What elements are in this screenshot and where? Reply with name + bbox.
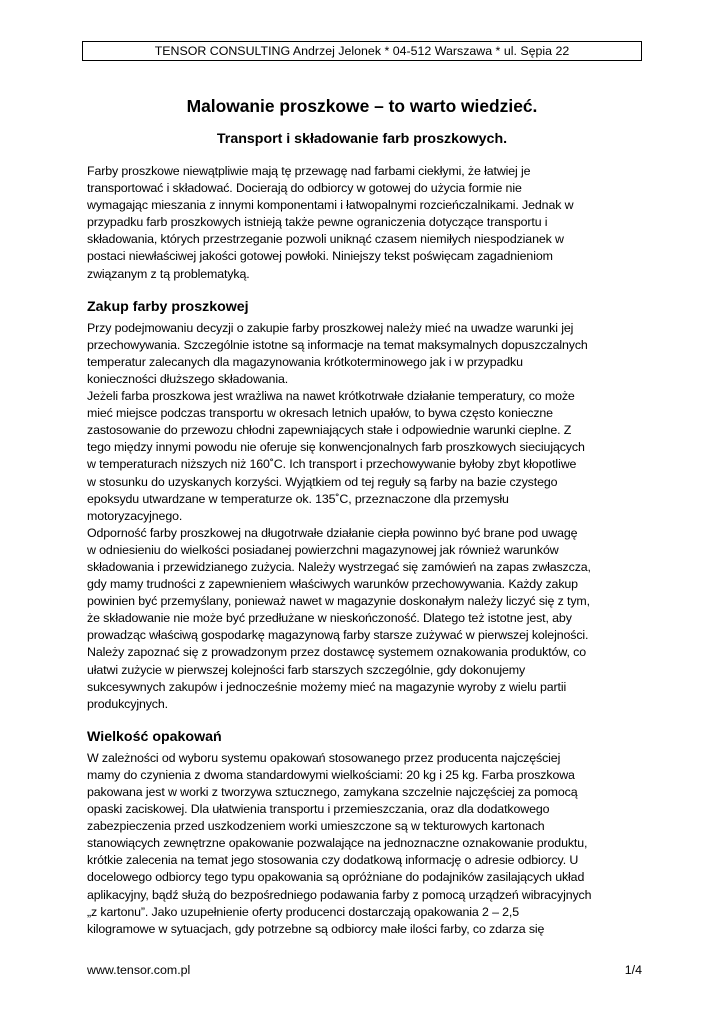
page-number: 1/4 xyxy=(624,963,642,977)
text-line: powinien być przemyślany, ponieważ nawet w magazynie doskonałym należy liczyć się z tym, xyxy=(87,594,590,609)
text-line: krótkie zalecenia na temat jego stosowania czy dodatkową informację o adresie odbiorcy. U xyxy=(87,853,579,868)
section-heading-wielkosc: Wielkość opakowań xyxy=(87,728,222,745)
text-line: Przy podejmowaniu decyzji o zakupie farby proszkowej należy mieć na uwadze warunki jej xyxy=(87,320,574,335)
text-line: związanym z tą problematyką. xyxy=(87,266,250,281)
intro-paragraph xyxy=(87,163,643,283)
text-line: ułatwi zużycie w pierwszej kolejności farb starszych szczególnie, gdy dokonujemy xyxy=(87,662,526,677)
text-line: tego między innymi powodu nie oferuje się konwencjonalnych farb proszkowych sieciujących xyxy=(87,440,585,455)
text-line: konieczności dłuższego składowania. xyxy=(87,371,289,386)
text-line: temperatur zalecanych dla magazynowania krótkoterminowego jak i w przypadku xyxy=(87,354,523,369)
section-body-zakup xyxy=(87,320,643,713)
text-line: opaski zaciskowej. Dla ułatwienia transportu i przemieszczania, oraz dla dodatkowego xyxy=(87,802,550,817)
text-line: składowania i przewidzianego zużycia. Należy wystrzegać się zamówień na zapas zwłaszcza, xyxy=(87,559,591,574)
text-line: sukcesywnych zakupów i jednocześnie możemy mieć na magazynie wyroby z wielu partii xyxy=(87,679,567,694)
text-line: mamy do czynienia z dwoma standardowymi wielkościami: 20 kg i 25 kg. Farba proszkowa xyxy=(87,767,575,782)
text-line: przypadku farb proszkowych istnieją także pewne ograniczenia dotyczące transportu i xyxy=(87,215,548,230)
text-line: przechowywania. Szczególnie istotne są informacje na temat maksymalnych dopuszczalnych xyxy=(87,337,588,352)
document-body xyxy=(87,163,643,938)
text-line: w stosunku do uzyskanych korzyści. Wyjątkiem od tej reguły są farby na bazie czystego xyxy=(87,474,558,489)
document-title: Malowanie proszkowe – to warto wiedzieć. xyxy=(186,96,538,116)
text-line: docelowego odbiorcy tego typu opakowania są opróżniane do podajników zasilających układ xyxy=(87,870,585,885)
text-line: prowadząc właściwą gospodarkę magazynową farby starsze zużywać w pierwszej kolejności. xyxy=(87,628,589,643)
text-line: Farby proszkowe niewątpliwie mają tę przewagę nad farbami ciekłymi, że łatwiej je xyxy=(87,164,531,178)
text-line: w odniesieniu do wielkości posiadanej powierzchni magazynowej jak również warunków xyxy=(87,542,559,557)
text-line: Odporność farby proszkowej na długotrwałe działanie ciepła powinno być brane pod uwagę xyxy=(87,525,578,540)
header-text: TENSOR CONSULTING Andrzej Jelonek * 04-512 Warszawa * ul. Sępia 22 xyxy=(154,44,570,58)
text-line: stanowiących zewnętrzne opakowanie pozwalające na jednoznaczne oznakowanie produktu, xyxy=(87,836,588,851)
page-header xyxy=(82,41,642,61)
text-line: wymagając mieszania z innymi komponentami i łatwopalnymi rozcieńczalnikami. Jednak w xyxy=(87,198,574,213)
text-line: mieć miejsce podczas transportu w okresach letnich upałów, to bywa często konieczne xyxy=(87,406,553,421)
text-line: aplikacyjny, bądź służą do bezpośredniego podawania farby z pomocą urządzeń wibracyjnych xyxy=(87,887,592,902)
footer-website-link[interactable]: www.tensor.com.pl xyxy=(87,963,191,977)
text-line: Jeżeli farba proszkowa jest wrażliwa na nawet krótkotrwałe działanie temperatury, co może xyxy=(87,389,575,404)
text-line: „z kartonu”. Jako uzupełnienie oferty producenci dostarczają opakowania 2 – 2,5 xyxy=(87,904,520,919)
text-line: Należy zapoznać się z prowadzonym przez dostawcę systemem oznakowania produktów, co xyxy=(87,645,586,660)
text-line: zastosowanie do przewozu chłodni zapewniających stałe i odpowiednie warunki cieplne. Z xyxy=(87,423,572,438)
text-line: gdy mamy trudności z zapewnieniem właściwych warunków przechowywania. Każdy zakup xyxy=(87,577,578,592)
document-subtitle: Transport i składowanie farb proszkowych. xyxy=(216,131,508,147)
text-line: pakowana jest w worki z tworzywa sztucznego, zamykana szczelnie najczęściej za pomocą xyxy=(87,785,578,799)
text-line: w temperaturach niższych niż 160˚C. Ich transport i przechowywanie byłoby zbyt kłopotliwe xyxy=(87,457,577,472)
text-line: transportować i składować. Docierają do odbiorcy w gotowej do użycia formie nie xyxy=(87,181,522,196)
text-line: motoryzacyjnego. xyxy=(87,508,183,523)
text-line: składowania, których przestrzeganie pozwoli uniknąć czasem niemiłych niespodzianek w xyxy=(87,232,564,247)
text-line: że składowanie nie może być przedłużane w nieskończoność. Dlatego też istotne jest, aby xyxy=(87,611,572,626)
text-line: produkcyjnych. xyxy=(87,696,168,711)
section-body-wielkosc xyxy=(87,750,643,938)
section-heading-zakup: Zakup farby proszkowej xyxy=(87,298,249,315)
text-line: W zależności od wyboru systemu opakowań stosowanego przez producenta najczęściej xyxy=(87,750,561,765)
text-line: zabezpieczenia przed uszkodzeniem worki umieszczone są w tekturowych kartonach xyxy=(87,819,545,834)
text-line: postaci niewłaściwej jakości gotowej powłoki. Niniejszy tekst poświęcam zagadnieniom xyxy=(87,249,553,264)
text-line: epoksydu utwardzane w temperaturze ok. 135˚C, przeznaczone dla przemysłu xyxy=(87,491,509,506)
text-line: kilogramowe w sytuacjach, gdy potrzebne są odbiorcy małe ilości farby, co zdarza się xyxy=(87,921,545,936)
